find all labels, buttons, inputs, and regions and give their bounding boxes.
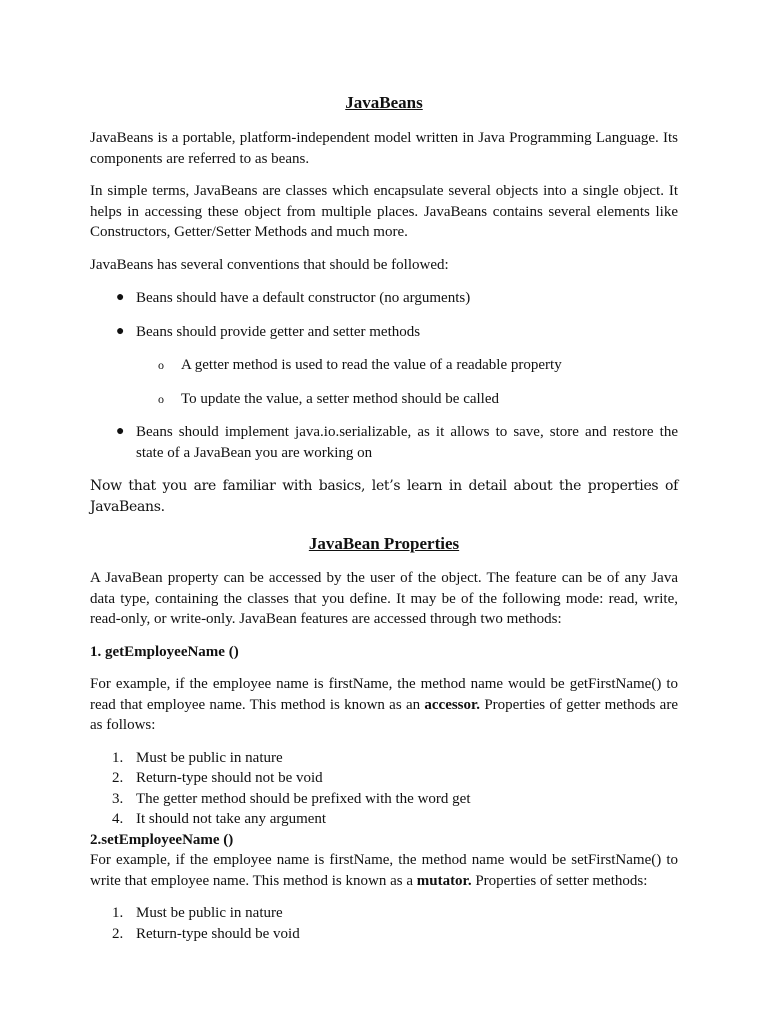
list-number: 2. [112,770,124,786]
transition-paragraph: Now that you are familiar with basics, let’s learn in detail about the properties of JavaBeans. [90,478,678,515]
getter-desc-text: For example, if the employee name is firstName, the method name would be getFirstName() to read that employee name. This method is known as an [90,676,678,713]
conventions-list [90,288,678,463]
list-item-text: Must be public in nature [136,905,283,921]
list-item-text: Beans should provide getter and setter methods [136,323,421,340]
circle-bullet-icon: o [158,358,164,372]
properties-intro: A JavaBean property can be accessed by the user of the object. The feature can be of any Java data type, containing the classes that you define. It may be of the following mode: read, write, read-only, or write-only. JavaBean features are accessed through two methods: [90,570,678,627]
simple-terms-paragraph: In simple terms, JavaBeans are classes which encapsulate several objects into a single object. It helps in accessing these object from multiple places. JavaBeans contains several elements like Constructors, Getter/Setter Methods and much more. [90,183,678,240]
document-body [90,92,678,944]
sub-list-item [136,355,678,376]
getter-description [90,674,678,736]
list-item-text: Beans should implement java.io.serializable, as it allows to save, store and restore the state of a JavaBean you are working on [136,424,678,461]
list-item-text: The getter method should be prefixed with the word get [136,790,471,807]
list-number: 1. [112,749,124,766]
getter-properties-list [90,748,678,830]
conventions-intro: JavaBeans has several conventions that should be followed: [90,256,449,273]
list-item-text: It should not take any argument [136,811,327,827]
list-item [90,322,678,410]
list-number: 2. [112,925,124,942]
getter-heading: 1. getEmployeeName () [90,643,239,660]
sub-list-item-text: To update the value, a setter method should be called [181,390,500,407]
list-item [90,924,678,945]
mutator-term: mutator. [416,872,472,889]
list-number: 4. [112,811,124,827]
section-title-properties: JavaBean Properties [308,534,460,553]
list-item-text: Return-type should not be void [136,770,323,786]
setter-description [90,850,678,891]
bullet-icon: ● [116,323,125,339]
list-item [90,789,678,810]
intro-paragraph: JavaBeans is a portable, platform-independent model written in Java Programming Language. Its components are referred to as beans. [90,130,678,167]
setter-desc-text: For example, if the employee name is firstName, the method name would be setFirstName() to write that employee name. This method is known as a [90,852,678,889]
list-item [90,422,678,463]
sub-list-item-text: A getter method is used to read the value of a readable property [181,357,562,373]
list-item [90,768,678,789]
setter-properties-list [90,903,678,944]
list-item [90,903,678,924]
list-number: 1. [112,905,124,921]
circle-bullet-icon: o [158,391,164,406]
page-title: JavaBeans [345,93,423,112]
bullet-icon: ● [116,424,125,439]
list-item [90,288,678,309]
sub-list [136,355,678,409]
bullet-icon: ● [116,290,125,305]
list-item [90,809,678,830]
accessor-term: accessor. [424,696,481,713]
list-item-text: Beans should have a default constructor (no arguments) [136,290,471,306]
list-number: 3. [112,790,124,807]
getter-desc-tail: Properties of getter methods are as follows: [90,696,678,733]
list-item [90,748,678,769]
list-item-text: Must be public in nature [136,749,283,766]
setter-desc-tail: Properties of setter methods: [471,872,648,889]
list-item-text: Return-type should be void [136,925,300,942]
sub-list-item [136,389,678,410]
setter-heading: 2.setEmployeeName () [90,831,234,848]
